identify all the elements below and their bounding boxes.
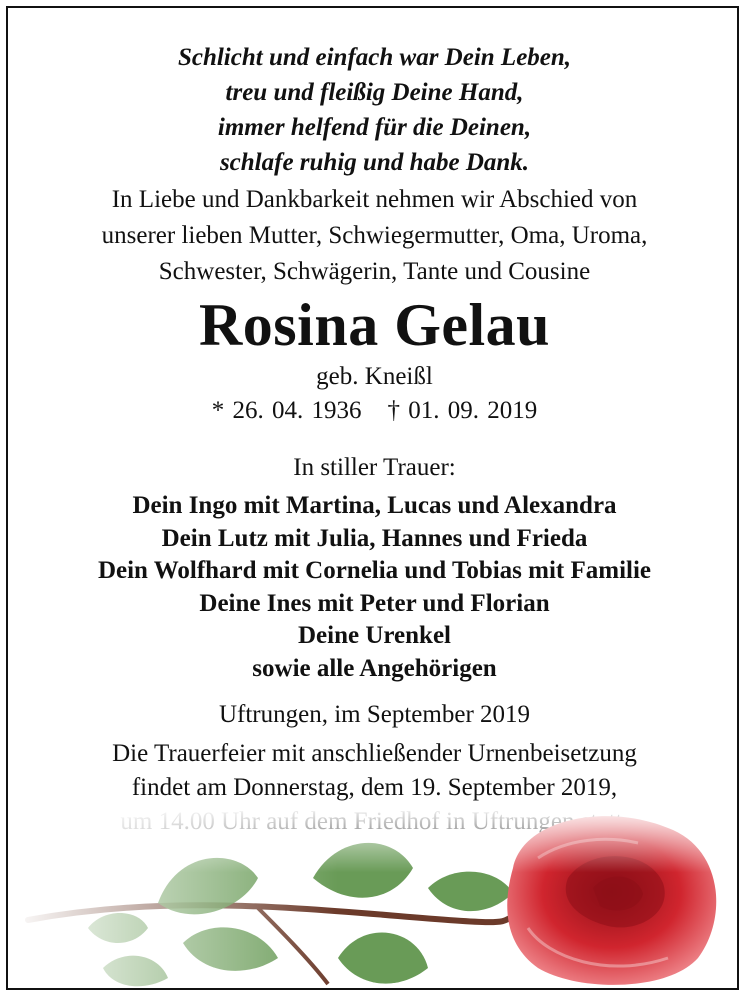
place-date: Uftrungen, im September 2019 <box>218 701 531 728</box>
farewell-intro <box>8 182 739 290</box>
family-line: Deine Ines mit Peter und Florian <box>199 589 550 617</box>
rose-illustration <box>8 808 739 990</box>
family-line: Deine Urenkel <box>298 622 451 649</box>
verse-line: treu und fleißig Deine Hand, <box>225 79 524 106</box>
memorial-verse <box>8 40 739 180</box>
funeral-line: findet am Donnerstag, dem 19. September 2019, <box>131 774 618 801</box>
family-line: Dein Lutz mit Julia, Hannes und Frieda <box>161 524 588 552</box>
verse-line: schlafe ruhig und habe Dank. <box>219 149 530 176</box>
obituary-frame <box>6 6 739 990</box>
mourning-label: In stiller Trauer: <box>293 454 456 481</box>
intro-line: In Liebe und Dankbarkeit nehmen wir Abschied von <box>111 186 638 213</box>
verse-line: immer helfend für die Deinen, <box>217 114 532 141</box>
birth-date: * 26. 04. 1936 <box>211 397 362 424</box>
deceased-name: Rosina Gelau <box>198 292 551 358</box>
maiden-name: geb. Kneißl <box>316 363 433 390</box>
death-date: † 01. 09. 2019 <box>387 397 538 424</box>
life-dates <box>8 394 739 428</box>
intro-line: Schwester, Schwägerin, Tante und Cousine <box>158 258 591 285</box>
family-line: sowie alle Angehörigen <box>252 654 497 682</box>
funeral-line: Die Trauerfeier mit anschließender Urnenbeisetzung <box>112 740 637 767</box>
family-line: Dein Ingo mit Martina, Lucas und Alexandra <box>132 492 617 519</box>
family-list <box>8 490 739 685</box>
family-line: Dein Wolfhard mit Cornelia und Tobias mit Familie <box>97 557 652 584</box>
intro-line: unserer lieben Mutter, Schwiegermutter, Oma, Uroma, <box>101 222 648 249</box>
verse-line: Schlicht und einfach war Dein Leben, <box>177 44 572 71</box>
